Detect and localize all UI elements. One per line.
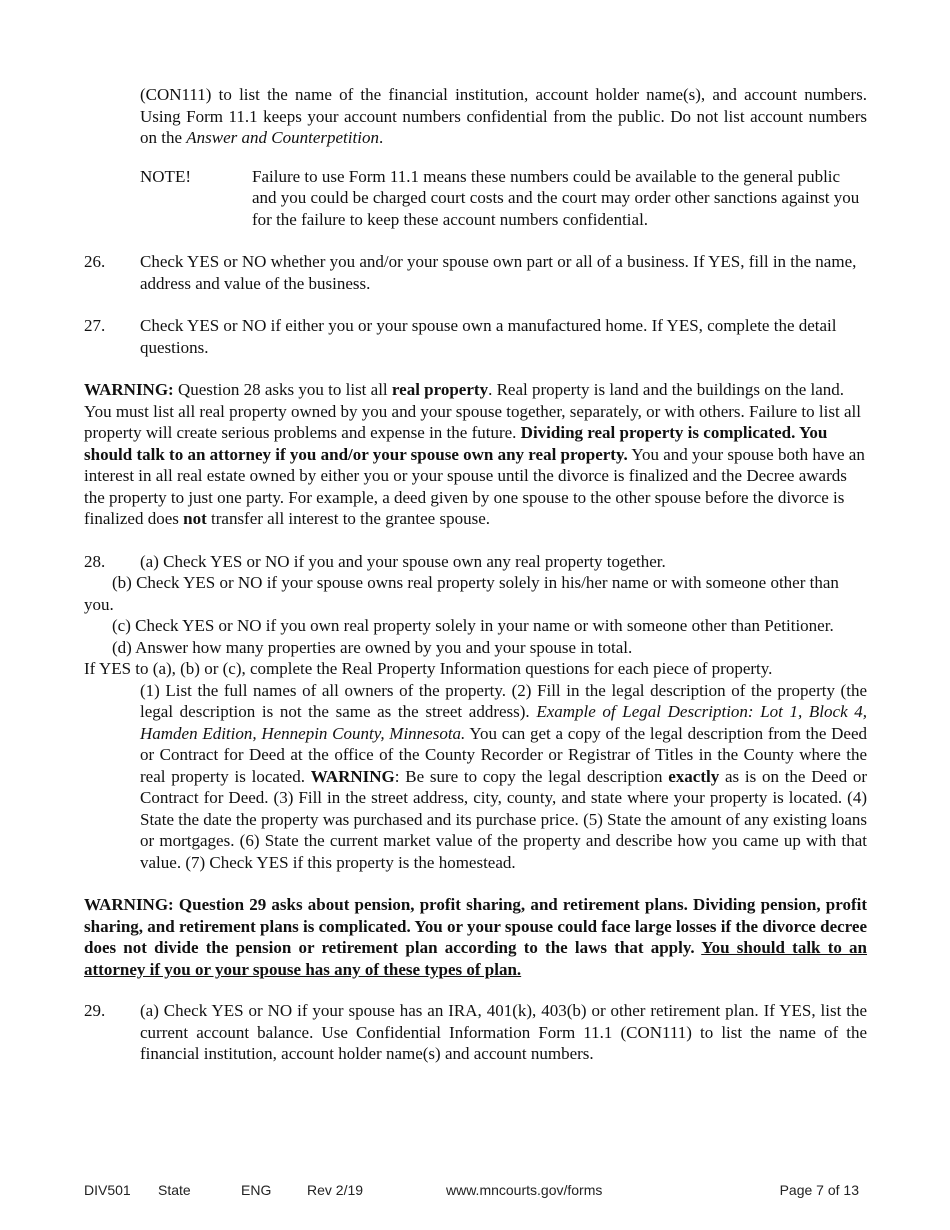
details-warning-label: WARNING: [310, 766, 395, 786]
item-29: [84, 1000, 867, 1065]
note-text: Failure to use Form 11.1 means these numbers could be available to the general public and you could be charged court costs and the court may order other sanctions against you for the failure to keep these account numbers confidential.: [252, 166, 860, 229]
footer-revision: Rev 2/19: [307, 1182, 364, 1198]
item-28-d: (d) Answer how many properties are owned by you and your spouse in total.: [112, 637, 633, 657]
details-text-4: as is on the Deed or Contract for Deed. (3) Fill in the street address, city, county, and state where your property is located. (4) State the date the property was purchased and its purchase price. (5) State the amount of any existing loans or mortgages. (6) State the current market value of the property and describe how you came up with that value. (7) Check YES if this property is the homestead.: [140, 766, 867, 872]
item-28: [84, 551, 867, 573]
intro-doc-title: Answer and Counterpetition: [186, 128, 379, 147]
legal-description-example: Example of Legal Description: Lot 1, Block 4, Hamden Edition, Hennepin County, Minnesota.: [140, 702, 867, 743]
item-28-details: [84, 680, 867, 874]
details-exactly: exactly: [668, 766, 720, 786]
intro-end: .: [378, 128, 384, 147]
item-26: [84, 251, 867, 294]
document-body: [84, 84, 867, 1065]
footer-page-number: Page 7 of 13: [779, 1182, 859, 1198]
pension-warning-text: WARNING: Question 29 asks about pension, profit sharing, and retirement plans. Dividing pension, profit sharing, and retirement plans is complicated. You or your spouse could face large losses if the divorce decree does not divide the pension or retirement plan according to the laws that apply.: [84, 895, 867, 957]
warning-bold-2: Dividing real property is complicated. You should talk to an attorney if you and/or your spouse own any real property.: [84, 423, 828, 464]
real-property-warning: [84, 379, 867, 530]
footer-form-id: DIV501: [84, 1182, 131, 1198]
intro-paragraph: [84, 84, 867, 149]
item-28-a: (a) Check YES or NO if you and your spouse own any real property together.: [140, 551, 666, 571]
warning-text-3: You and your spouse both have an interest in all real estate owned by either you or your spouse until the divorce is finalized and the Decree awards the property to just one party. For example, a deed given by one spouse to the other spouse before the divorce is finalized does: [84, 444, 865, 528]
item-28-c: (c) Check YES or NO if you own real property solely in your name or with someone other than Petitioner.: [112, 616, 834, 635]
footer-language: ENG: [241, 1182, 272, 1198]
details-text-3: : Be sure to copy the legal description: [394, 766, 669, 786]
warning-text-1: Question 28 asks you to list all: [173, 380, 392, 399]
pension-warning: [84, 894, 867, 980]
item-28-if-yes: If YES to (a), (b) or (c), complete the Real Property Information questions for each piece of property.: [84, 659, 773, 678]
item-29-text: (a) Check YES or NO if your spouse has an IRA, 401(k), 403(b) or other retirement plan. If YES, list the current account balance. Use Confidential Information Form 11.1 (CON111) to list the name of the financial institution, account holder name(s) and account numbers.: [140, 1001, 867, 1063]
details-text-2: You can get a copy of the legal description from the Deed or Contract for Deed at the office of the County Recorder or Registrar of Titles in the County where the real property is located.: [140, 723, 867, 786]
item-27: [84, 315, 867, 358]
item-26-text: Check YES or NO whether you and/or your spouse own part or all of a business. If YES, fill in the name, address and value of the business.: [140, 252, 857, 293]
note-label: NOTE!: [140, 166, 191, 186]
details-text-1: (1) List the full names of all owners of the property. (2) Fill in the legal description of the property (the legal description is not the same as the street address).: [140, 680, 867, 721]
pension-warning-underlined: You should talk to an attorney if you or your spouse has any of these types of plan.: [84, 938, 868, 979]
footer-url[interactable]: www.mncourts.gov/forms: [446, 1182, 603, 1198]
item-29-number: 29.: [84, 1001, 106, 1020]
warning-bold-1: real property: [391, 380, 489, 399]
item-27-number: 27.: [84, 316, 106, 335]
warning-label: WARNING:: [84, 380, 174, 399]
note-block: [84, 166, 867, 231]
item-28-b: (b) Check YES or NO if your spouse owns real property solely in his/her name or with someone other than you.: [84, 573, 839, 614]
item-26-number: 26.: [84, 252, 106, 271]
warning-text-4: transfer all interest to the grantee spouse.: [206, 509, 490, 528]
item-28-number: 28.: [84, 551, 106, 571]
item-27-text: Check YES or NO if either you or your spouse own a manufactured home. If YES, complete the detail questions.: [140, 316, 837, 357]
warning-text-2: . Real property is land and the buildings on the land. You must list all real property owned by you and your spouse together, separately, or with others. Failure to list all property will create serious problems and expense in the future.: [84, 380, 861, 442]
intro-text: (CON111) to list the name of the financial institution, account holder name(s), and account numbers. Using Form 11.1 keeps your account numbers confidential from the public. Do not list account numbers on the: [140, 85, 867, 147]
page-footer: [84, 1180, 867, 1200]
warning-bold-3: not: [183, 509, 207, 528]
footer-state: State: [158, 1182, 191, 1198]
